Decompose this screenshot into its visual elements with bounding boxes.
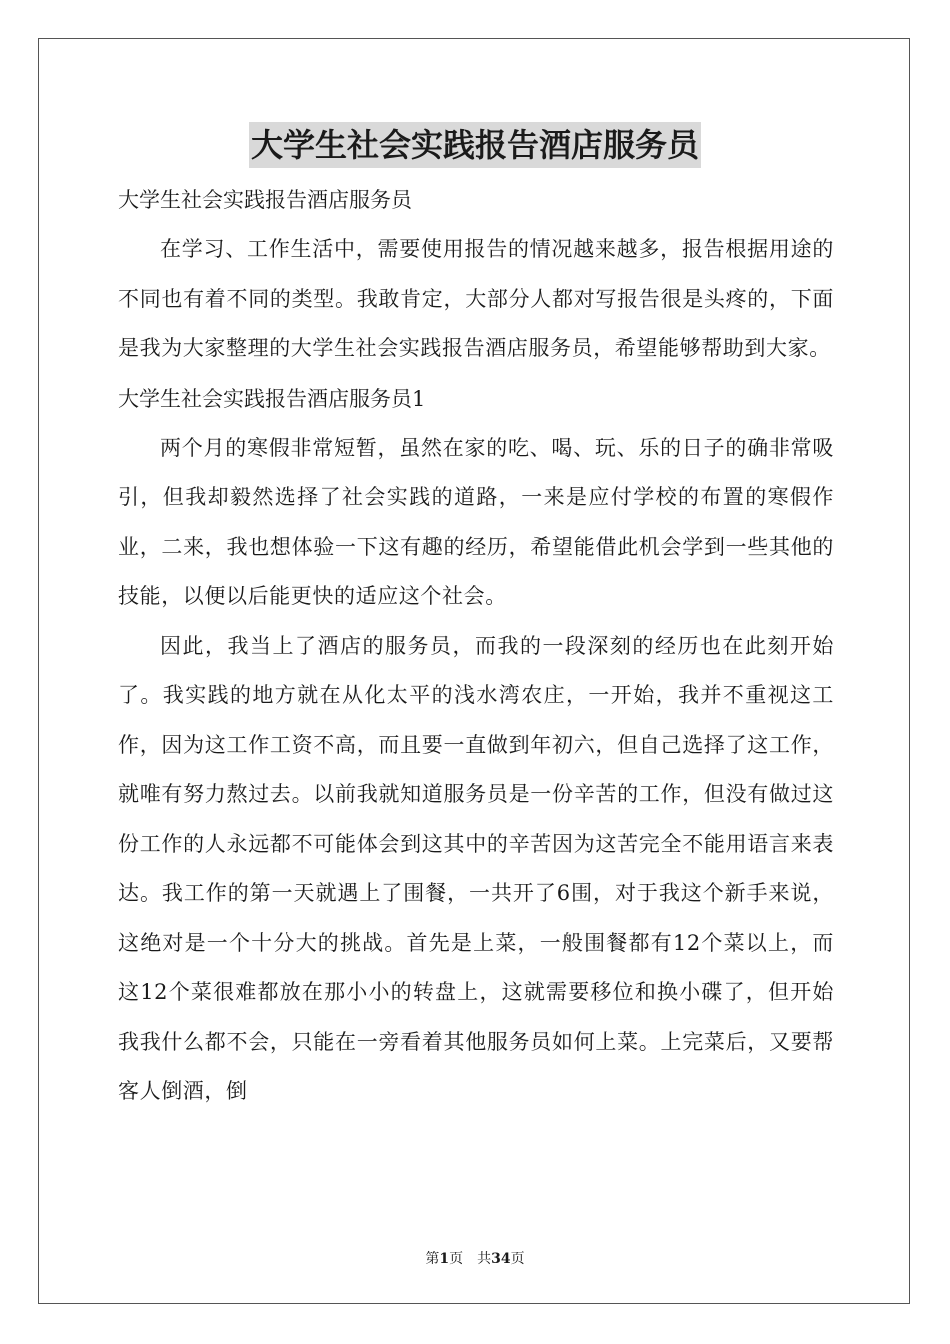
- section-heading: 大学生社会实践报告酒店服务员1: [118, 386, 426, 411]
- footer-page-total: 34: [491, 1251, 511, 1267]
- body-paragraph-1: 两个月的寒假非常短暂，虽然在家的吃、喝、玩、乐的日子的确非常吸引，但我却毅然选择了社会实践的道路，一来是应付学校的布置的寒假作业，二来，我也想体验一下这有趣的经历，希望能借此机会学到一些其他的技能，以便以后能更快的适应这个社会。: [118, 435, 834, 608]
- title-container: [0, 122, 950, 168]
- footer-page-number: 1: [439, 1251, 450, 1267]
- footer-suffix: 页: [510, 1251, 525, 1267]
- footer-mid: 页 共: [449, 1251, 492, 1267]
- intro-paragraph: 在学习、工作生活中，需要使用报告的情况越来越多，报告根据用途的不同也有着不同的类型。我敢肯定，大部分人都对写报告很是头疼的，下面是我为大家整理的大学生社会实践报告酒店服务员，希望能够帮助到大家。: [118, 237, 834, 360]
- document-subtitle: 大学生社会实践报告酒店服务员: [118, 188, 412, 212]
- document-body: [118, 175, 834, 1117]
- page-footer: [0, 1248, 950, 1268]
- footer-prefix: 第: [425, 1251, 440, 1267]
- body-paragraph-2: 因此，我当上了酒店的服务员，而我的一段深刻的经历也在此刻开始了。我实践的地方就在从化太平的浅水湾农庄，一开始，我并不重视这工作，因为这工作工资不高，而且要一直做到年初六，但自己选择了这工作，就唯有努力熬过去。以前我就知道服务员是一份辛苦的工作，但没有做过这份工作的人永远都不可能体会到这其中的辛苦因为这苦完全不能用语言来表达。我工作的第一天就遇上了围餐，一共开了6围，对于我这个新手来说，这绝对是一个十分大的挑战。首先是上菜，一般围餐都有12个菜以上，而这12个菜很难都放在那小小的转盘上，这就需要移位和换小碟了，但开始我我什么都不会，只能在一旁看着其他服务员如何上菜。上完菜后，又要帮客人倒酒，倒: [118, 633, 834, 1103]
- document-title: 大学生社会实践报告酒店服务员: [249, 122, 701, 168]
